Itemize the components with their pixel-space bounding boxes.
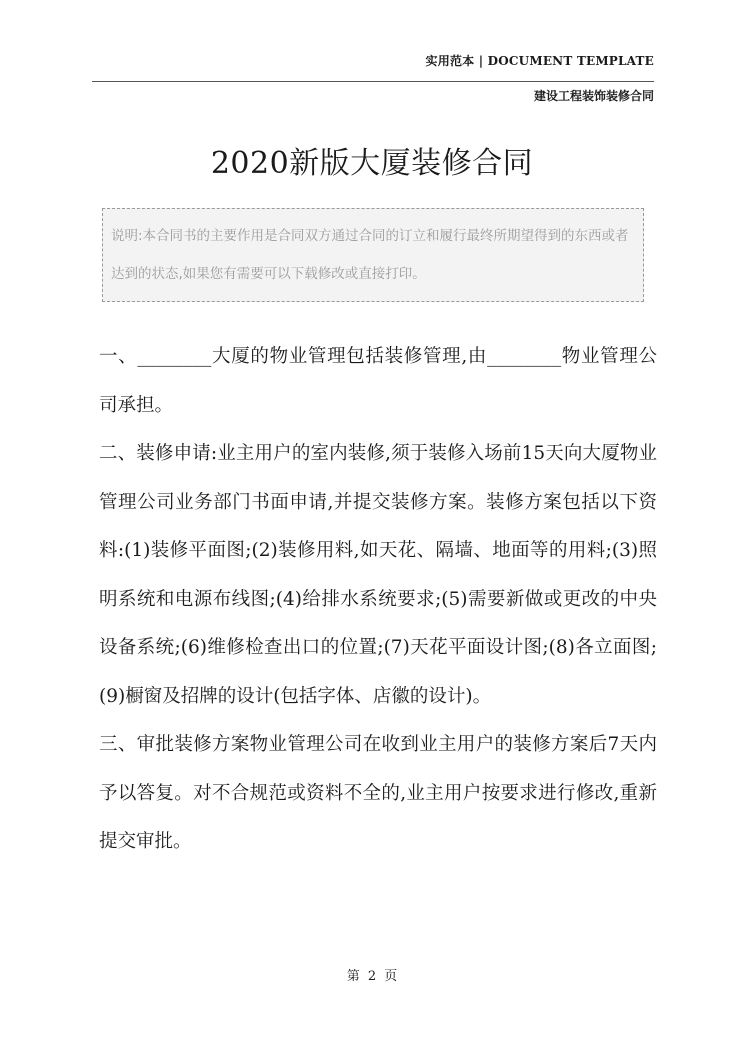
header-category-label: 建设工程装饰装修合同 (533, 89, 654, 103)
contract-body (99, 333, 657, 867)
header-template-label: 实用范本 | DOCUMENT TEMPLATE (425, 54, 654, 68)
clause-paragraph-3: 三、审批装修方案物业管理公司在收到业主用户的装修方案后7天内予以答复。对不合规范或资料不全的,业主用户按要求进行修改,重新提交审批。 (99, 734, 657, 852)
document-title: 2020新版大厦装修合同 (210, 146, 534, 181)
header-divider (92, 81, 654, 82)
note-box (102, 208, 644, 302)
page-number: 第 2 页 (346, 969, 398, 984)
clause-paragraph-1: 一、________大厦的物业管理包括装修管理,由________物业管理公司承担。 (99, 346, 657, 416)
note-text: 说明:本合同书的主要作用是合同双方通过合同的订立和履行最终所期望得到的东西或者达到的状态,如果您有需要可以下载修改或直接打印。 (111, 228, 629, 282)
clause-paragraph-2: 二、装修申请:业主用户的室内装修,须于装修入场前15天向大厦物业管理公司业务部门书面申请,并提交装修方案。装修方案包括以下资料:(1)装修平面图;(2)装修用料,如天花、隔墙、地面等的用料;(3)照明系统和电源布线图;(4)给排水系统要求;(5)需要新做或更改的中央设备系统;(6)维修检查出口的位置;(7)天花平面设计图;(8)各立面图;(9)橱窗及招牌的设计(包括字体、店徽的设计)。 (99, 443, 657, 707)
